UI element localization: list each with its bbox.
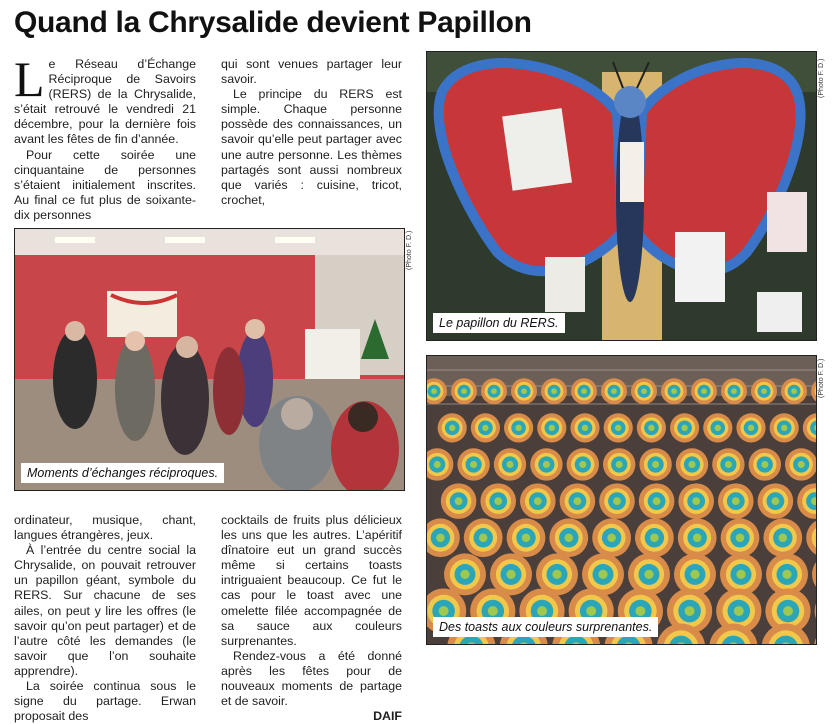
butterfly-photo-credit: (Photo F. D.)	[818, 59, 825, 98]
toast-roll	[494, 448, 526, 480]
toast-roll	[781, 378, 807, 404]
butterfly-photo-image	[427, 52, 816, 340]
toast-roll	[661, 378, 687, 404]
toast-roll	[639, 448, 671, 480]
toast-roll	[631, 378, 657, 404]
column-1-bottom	[14, 513, 196, 724]
toast-roll	[549, 518, 588, 557]
toast-roll	[601, 378, 627, 404]
paragraph: À l’entrée du centre social la Chrysalide, on pouvait retrouver un papillon géant, symbole du RERS. Sur chacune de ses ailes, on peut y lire les offres (le savoir qu’on peut partager) et de l’autre côté les demandes (le savoir que l’on souhaite apprendre).	[14, 543, 196, 679]
toast-roll	[438, 413, 467, 442]
toast-roll	[457, 448, 489, 480]
butterfly-photo-caption: Le papillon du RERS.	[433, 313, 565, 333]
toasts-photo-caption: Des toasts aux couleurs surprenantes.	[433, 617, 658, 637]
paragraph: cocktails de fruits plus délicieux les uns que les autres. L’apéritif dînatoire eut un grand succès même si certains toasts intriguaient beaucoup. Ce fut le cas pour le toast avec une omelette filée accompagnée de sa sauce aux couleurs surprenantes.	[221, 513, 402, 649]
toast-roll	[604, 413, 633, 442]
toast-roll	[504, 413, 533, 442]
toast-roll	[571, 378, 597, 404]
column-1-top	[14, 57, 196, 223]
toast-roll	[637, 413, 666, 442]
toast-roll	[718, 483, 754, 519]
toast-roll	[721, 378, 747, 404]
paragraph: Le principe du RERS est simple. Chaque personne possède des connaissances, un savoir qu’elle peut partager avec une autre personne. Les thèmes partagés sont aussi nombreux que variés : cuisine, tricot, crochet,	[221, 87, 402, 208]
room-photo	[14, 228, 405, 491]
paragraph: Pour cette soirée une cinquantaine de personnes s’étaient initialement inscrites. Au final ce fut plus de soixante-dix personnes	[14, 148, 196, 223]
toast-roll	[567, 448, 599, 480]
toast-roll	[676, 448, 708, 480]
toast-roll	[770, 413, 799, 442]
toast-roll	[736, 413, 765, 442]
toast-roll	[441, 483, 477, 519]
toast-roll	[639, 483, 675, 519]
toast-roll	[670, 413, 699, 442]
toast-roll	[751, 378, 777, 404]
toast-roll	[570, 413, 599, 442]
toast-roll	[628, 553, 670, 595]
toast-roll	[785, 448, 816, 480]
column-2-bottom	[221, 513, 402, 724]
column-2-top	[221, 57, 402, 208]
toast-roll	[592, 518, 631, 557]
toast-roll	[721, 518, 760, 557]
toast-roll	[471, 413, 500, 442]
toast-roll	[520, 483, 556, 519]
room-photo-image	[15, 229, 404, 490]
toast-roll	[511, 378, 537, 404]
room-photo-credit: (Photo F. D.)	[406, 231, 413, 270]
toast-roll	[464, 518, 503, 557]
toast-roll	[541, 378, 567, 404]
toast-roll	[537, 413, 566, 442]
toast-roll	[599, 483, 635, 519]
paragraph: qui sont venues partager leur savoir.	[221, 57, 402, 87]
paragraph: ordinateur, musique, chant, langues étrangères, jeux.	[14, 513, 196, 543]
drop-cap: L	[14, 59, 45, 99]
butterfly-photo	[426, 51, 817, 341]
paragraph: e Réseau d’Échange Réciproque de Savoirs (RERS) de la Chrysalide, s’était retrouvé le vendredi 21 décembre, pour la dernière fois avant les fêtes de fin d’année.	[14, 57, 196, 146]
toast-roll	[444, 553, 486, 595]
toasts-photo-credit: (Photo F. D.)	[818, 359, 825, 398]
toast-roll	[530, 448, 562, 480]
toasts-photo	[426, 355, 817, 645]
toast-roll	[703, 413, 732, 442]
toasts-photo-image	[427, 356, 816, 644]
toast-roll	[678, 518, 717, 557]
toast-roll	[691, 378, 717, 404]
paragraph: La soirée continua sous le signe du partage. Erwan proposait des	[14, 679, 196, 724]
toast-roll	[635, 518, 674, 557]
toast-roll	[560, 483, 596, 519]
toast-roll	[481, 378, 507, 404]
toast-roll	[480, 483, 516, 519]
paragraph: Rendez-vous a été donné après les fêtes pour de nouveaux moments de partage et de savoir.	[221, 649, 402, 709]
toast-roll	[712, 448, 744, 480]
toast-roll	[603, 448, 635, 480]
toast-roll	[678, 483, 714, 519]
author-signature: DAIF	[221, 709, 402, 724]
headline: Quand la Chrysalide devient Papillon	[14, 6, 814, 40]
toast-roll	[758, 483, 794, 519]
toast-roll	[507, 518, 546, 557]
toast-roll	[749, 448, 781, 480]
room-photo-caption: Moments d’échanges réciproques.	[21, 463, 224, 483]
toast-roll	[451, 378, 477, 404]
toast-roll	[763, 518, 802, 557]
